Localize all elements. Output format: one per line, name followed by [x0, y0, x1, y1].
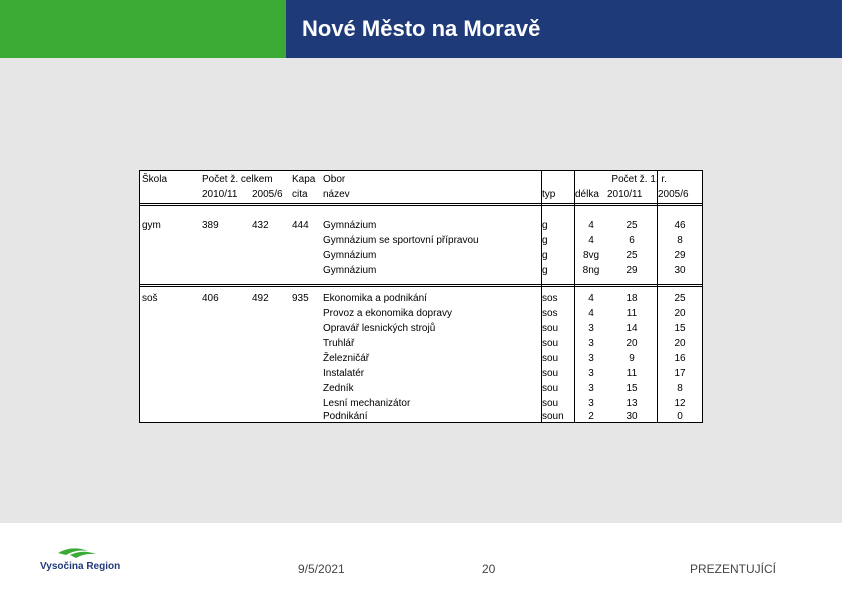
obor-typ: sos — [542, 308, 558, 319]
obor-delka: 8ng — [582, 265, 600, 276]
obor-nazev: Provoz a ekonomika dopravy — [323, 308, 452, 319]
obor-nazev: Lesní mechanizátor — [323, 398, 411, 409]
obor-delka: 4 — [588, 293, 594, 304]
header-p2005: 2005/6 — [658, 189, 689, 200]
total-2010: 389 — [202, 220, 219, 231]
obor-nazev: Gymnázium — [323, 265, 377, 276]
obor-p2010: 25 — [626, 220, 638, 231]
obor-typ: sou — [542, 323, 559, 334]
obor-typ: g — [542, 235, 548, 246]
obor-p2010: 30 — [626, 411, 638, 422]
obor-delka: 3 — [588, 398, 594, 409]
obor-typ: g — [542, 220, 548, 231]
obor-p2010: 14 — [626, 323, 638, 334]
obor-p2005: 8 — [677, 383, 683, 394]
obor-delka: 4 — [588, 220, 594, 231]
school-type: soš — [142, 293, 158, 304]
obor-p2005: 12 — [674, 398, 686, 409]
obor-typ: sou — [542, 353, 559, 364]
header-pocet-celkem: Počet ž. celkem — [202, 174, 273, 185]
obor-p2010: 6 — [629, 235, 635, 246]
obor-p2010: 11 — [626, 368, 638, 379]
header-kapacita-2: cita — [292, 189, 308, 200]
page-number: 20 — [482, 562, 496, 576]
header-delka: délka — [575, 189, 599, 200]
obor-delka: 8vg — [582, 250, 600, 261]
obor-nazev: Ekonomika a podnikání — [323, 293, 427, 304]
obor-nazev: Gymnázium — [323, 250, 377, 261]
obor-typ: sou — [542, 398, 559, 409]
school-table — [139, 170, 703, 423]
obor-nazev: Železničář — [323, 353, 370, 364]
obor-p2010: 11 — [626, 308, 638, 319]
obor-typ: sos — [542, 293, 558, 304]
vysocina-logo — [40, 545, 140, 575]
header-kapacita: Kapa — [292, 174, 316, 185]
obor-nazev: Truhlář — [323, 338, 355, 349]
obor-p2005: 0 — [677, 411, 683, 422]
obor-delka: 3 — [588, 353, 594, 364]
obor-p2005: 20 — [674, 338, 686, 349]
obor-typ: g — [542, 265, 548, 276]
obor-delka: 4 — [588, 308, 594, 319]
obor-nazev: Gymnázium se sportovní přípravou — [323, 235, 479, 246]
obor-p2005: 8 — [677, 235, 683, 246]
logo-text: Vysočina Region — [40, 561, 121, 572]
total-2005: 492 — [252, 293, 269, 304]
header-skola: Škola — [142, 174, 168, 185]
header-nazev: název — [323, 189, 350, 200]
footer-date: 9/5/2021 — [298, 562, 345, 576]
obor-p2010: 13 — [626, 398, 638, 409]
header-year-2005: 2005/6 — [252, 189, 283, 200]
obor-delka: 2 — [588, 411, 594, 422]
obor-p2005: 20 — [674, 308, 686, 319]
footer-presenter: PREZENTUJÍCÍ — [690, 562, 777, 576]
obor-delka: 3 — [588, 383, 594, 394]
obor-typ: g — [542, 250, 548, 261]
obor-nazev: Podnikání — [323, 411, 368, 422]
header-green-bar — [0, 0, 286, 58]
obor-p2010: 25 — [626, 250, 638, 261]
header-divider — [140, 203, 702, 206]
capacity: 444 — [292, 220, 309, 231]
vysocina-logo-icon — [40, 545, 140, 575]
obor-p2005: 30 — [674, 265, 686, 276]
obor-p2005: 29 — [674, 250, 686, 261]
obor-typ: soun — [542, 411, 564, 422]
obor-nazev: Instalatér — [323, 368, 365, 379]
obor-nazev: Zedník — [323, 383, 354, 394]
obor-p2010: 20 — [626, 338, 638, 349]
obor-delka: 3 — [588, 338, 594, 349]
obor-typ: sou — [542, 338, 559, 349]
header-p2010: 2010/11 — [607, 189, 643, 200]
obor-typ: sou — [542, 383, 559, 394]
total-2010: 406 — [202, 293, 219, 304]
obor-delka: 3 — [588, 323, 594, 334]
header-typ: typ — [542, 189, 556, 200]
obor-delka: 4 — [588, 235, 594, 246]
obor-p2005: 15 — [674, 323, 686, 334]
total-2005: 432 — [252, 220, 269, 231]
header-pocet-1r: Počet ž. 1. r. — [611, 174, 667, 185]
header-year-2010: 2010/11 — [202, 189, 238, 200]
obor-p2005: 17 — [674, 368, 686, 379]
obor-p2010: 9 — [629, 353, 635, 364]
obor-p2010: 15 — [626, 383, 638, 394]
obor-typ: sou — [542, 368, 559, 379]
slide-title: Nové Město na Moravě — [302, 16, 541, 41]
header-obor: Obor — [323, 174, 346, 185]
obor-p2005: 25 — [674, 293, 686, 304]
obor-p2005: 16 — [674, 353, 686, 364]
school-type: gym — [142, 220, 161, 231]
obor-nazev: Opravář lesnických strojů — [323, 323, 436, 334]
capacity: 935 — [292, 293, 309, 304]
obor-p2005: 46 — [674, 220, 686, 231]
obor-p2010: 18 — [626, 293, 638, 304]
obor-delka: 3 — [588, 368, 594, 379]
group-divider — [140, 284, 702, 287]
obor-nazev: Gymnázium — [323, 220, 377, 231]
obor-p2010: 29 — [626, 265, 638, 276]
